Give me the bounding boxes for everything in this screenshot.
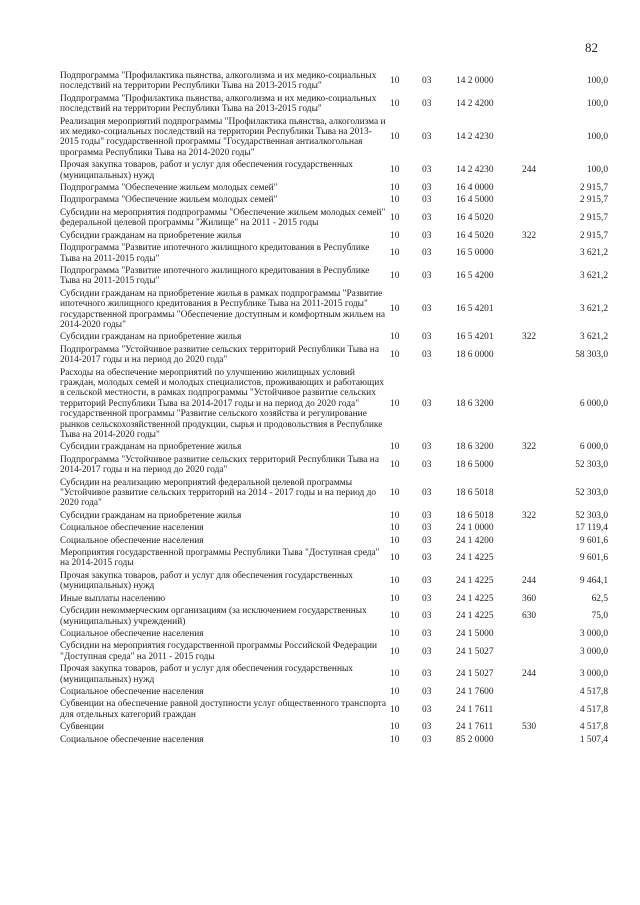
row-name: Прочая закупка товаров, работ и услуг для обеспечения государственных (муниципальных) нужд: [60, 570, 353, 592]
row-target-article: 24 1 7611: [456, 722, 494, 733]
row-subsection: 03: [422, 195, 432, 206]
row-amount: 2 915,7: [579, 195, 608, 206]
row-subsection: 03: [422, 535, 432, 546]
row-target-article: 18 6 0000: [456, 349, 494, 360]
table-row: [60, 331, 608, 343]
table-row: [60, 441, 608, 453]
row-target-article: 24 1 4200: [456, 535, 494, 546]
row-name: Реализация мероприятий подпрограммы "Профилактика пьянства, алкоголизма и их медико-социальных последствий на территории Республики Тыва на 2013-2015 годы" государственной программы "Государственная антиалкогольная программа Республики Тыва на 2014-2020 годы": [60, 116, 386, 158]
row-section: 10: [390, 195, 400, 206]
table-row: [60, 721, 608, 733]
row-name: Субсидии гражданам на приобретение жилья: [60, 442, 242, 453]
table-row: [60, 628, 608, 640]
table-row: [60, 182, 608, 194]
row-name: Субсидии на мероприятия подпрограммы "Обеспечение жильем молодых семей" федеральной целевой программы "Жилище" на 2011 - 2015 годы: [60, 207, 386, 229]
row-subsection: 03: [422, 722, 432, 733]
row-subsection: 03: [422, 165, 432, 176]
row-amount: 100,0: [586, 76, 608, 87]
row-amount: 100,0: [586, 165, 608, 176]
row-amount: 9 464,1: [579, 576, 608, 587]
row-section: 10: [390, 535, 400, 546]
row-amount: 1 507,4: [579, 734, 608, 745]
row-target-article: 18 6 3200: [456, 442, 494, 453]
table-row: [60, 698, 608, 721]
row-target-article: 18 6 5018: [456, 510, 494, 521]
table-row: [60, 663, 608, 686]
row-name: Субсидии гражданам на приобретение жилья: [60, 510, 242, 521]
row-expense-type: [522, 628, 556, 640]
row-subsection: 03: [422, 442, 432, 453]
row-amount: 62,5: [591, 593, 608, 604]
row-name: Подпрограмма "Профилактика пьянства, алкоголизма и их медико-социальных последствий на территории Республики Тыва на 2013-2015 годы": [60, 71, 377, 92]
row-expense-type: [522, 116, 556, 160]
row-section: 10: [390, 230, 400, 241]
row-name: Субсидии на реализацию мероприятий федеральной целевой программы "Устойчивое развитие сельских территорий на 2014 - 2017 годы и на период до 2020 года": [60, 477, 377, 509]
table-row: [60, 70, 608, 93]
row-amount: 3 621,2: [579, 271, 608, 282]
row-expense-type: [522, 477, 556, 510]
row-name: Прочая закупка товаров, работ и услуг для обеспечения государственных (муниципальных) нужд: [60, 664, 353, 685]
row-subsection: 03: [422, 99, 432, 110]
row-name: Субвенции на обеспечение равной доступности услуг общественного транспорта для отдельных категорий граждан: [60, 699, 387, 720]
row-amount: 52 303,0: [575, 488, 608, 499]
row-subsection: 03: [422, 646, 432, 657]
table-row: [60, 477, 608, 510]
row-amount: 4 517,8: [579, 686, 608, 697]
row-amount: 6 000,0: [579, 442, 608, 453]
row-subsection: 03: [422, 593, 432, 604]
table-row: [60, 159, 608, 182]
row-subsection: 03: [422, 628, 432, 639]
row-target-article: 14 2 4200: [456, 99, 494, 110]
row-section: 10: [390, 628, 400, 639]
row-expense-type: 244: [522, 669, 537, 680]
row-name: Подпрограмма "Развитие ипотечного жилищного кредитования в Республике Тыва на 2011-2015 годы": [60, 265, 370, 287]
budget-table: [60, 70, 608, 746]
row-subsection: 03: [422, 576, 432, 587]
row-expense-type: [522, 194, 556, 206]
row-name: Подпрограмма "Устойчивое развитие сельских территорий Республики Тыва на 2014-2017 годы и на период до 2020 года": [60, 454, 379, 476]
row-amount: 9 601,6: [579, 553, 608, 564]
row-subsection: 03: [422, 734, 432, 745]
row-name: Субсидии гражданам на приобретение жилья: [60, 230, 242, 241]
table-row: [60, 570, 608, 593]
table-row: [60, 640, 608, 663]
row-amount: 3 000,0: [579, 646, 608, 657]
table-row: [60, 367, 608, 442]
row-section: 10: [390, 76, 400, 87]
row-expense-type: [522, 547, 556, 570]
row-target-article: 16 5 0000: [456, 248, 494, 259]
row-subsection: 03: [422, 248, 432, 259]
row-expense-type: [522, 698, 556, 721]
table-row: [60, 116, 608, 160]
row-target-article: 24 1 4225: [456, 576, 494, 587]
row-amount: 17 119,4: [575, 523, 608, 534]
row-expense-type: [522, 640, 556, 663]
row-amount: 3 000,0: [579, 628, 608, 639]
row-name: Субсидии некоммерческим организациям (за исключением государственных (муниципальных) учреждений): [60, 606, 367, 627]
row-expense-type: 322: [522, 332, 537, 343]
row-subsection: 03: [422, 611, 432, 622]
row-expense-type: 244: [522, 165, 537, 176]
row-name: Иные выплаты населению: [60, 593, 166, 604]
row-target-article: 24 1 4225: [456, 553, 494, 564]
row-expense-type: 360: [522, 593, 537, 604]
row-expense-type: [522, 182, 556, 194]
row-section: 10: [390, 271, 400, 282]
row-amount: 6 000,0: [579, 398, 608, 409]
row-amount: 3 621,2: [579, 304, 608, 315]
table-row: [60, 522, 608, 534]
row-amount: 4 517,8: [579, 722, 608, 733]
row-subsection: 03: [422, 488, 432, 499]
row-section: 10: [390, 523, 400, 534]
row-target-article: 16 4 5020: [456, 213, 494, 224]
row-expense-type: [522, 288, 556, 332]
row-amount: 2 915,7: [579, 183, 608, 194]
budget-table-body: [60, 70, 608, 746]
row-target-article: 18 6 5000: [456, 460, 494, 471]
row-name: Подпрограмма "Устойчивое развитие сельских территорий Республики Тыва на 2014-2017 годы и на период до 2020 года": [60, 344, 379, 366]
row-amount: 4 517,8: [579, 704, 608, 715]
row-target-article: 16 5 4201: [456, 304, 494, 315]
row-section: 10: [390, 576, 400, 587]
row-section: 10: [390, 488, 400, 499]
row-section: 10: [390, 593, 400, 604]
row-name: Мероприятия государственной программы Республики Тыва "Доступная среда" на 2014-2015 годы: [60, 548, 380, 569]
row-subsection: 03: [422, 213, 432, 224]
row-expense-type: 244: [522, 576, 537, 587]
row-section: 10: [390, 442, 400, 453]
row-name: Социальное обеспечение населения: [60, 734, 204, 745]
row-name: Субвенции: [60, 722, 104, 733]
row-subsection: 03: [422, 460, 432, 471]
row-section: 10: [390, 646, 400, 657]
table-row: [60, 242, 608, 265]
row-section: 10: [390, 349, 400, 360]
row-target-article: 24 1 7611: [456, 704, 494, 715]
row-section: 10: [390, 669, 400, 680]
row-section: 10: [390, 460, 400, 471]
table-row: [60, 194, 608, 206]
table-row: [60, 230, 608, 242]
row-name: Социальное обеспечение населения: [60, 535, 204, 546]
row-subsection: 03: [422, 230, 432, 241]
row-expense-type: 322: [522, 230, 537, 241]
row-section: 10: [390, 304, 400, 315]
row-section: 10: [390, 611, 400, 622]
row-amount: 3 621,2: [579, 332, 608, 343]
row-name: Прочая закупка товаров, работ и услуг для обеспечения государственных (муниципальных) нужд: [60, 160, 353, 181]
row-target-article: 24 1 4225: [456, 593, 494, 604]
row-amount: 3 621,2: [579, 248, 608, 259]
row-subsection: 03: [422, 398, 432, 409]
row-section: 10: [390, 734, 400, 745]
row-subsection: 03: [422, 304, 432, 315]
row-name: Субсидии гражданам на приобретение жилья: [60, 332, 242, 343]
row-expense-type: [522, 686, 556, 698]
row-section: 10: [390, 510, 400, 521]
row-subsection: 03: [422, 704, 432, 715]
row-amount: 52 303,0: [575, 460, 608, 471]
row-name: Социальное обеспечение населения: [60, 628, 204, 639]
row-expense-type: [522, 93, 556, 116]
row-section: 10: [390, 704, 400, 715]
table-row: [60, 734, 608, 746]
row-section: 10: [390, 686, 400, 697]
row-amount: 2 915,7: [579, 213, 608, 224]
row-expense-type: [522, 70, 556, 93]
row-section: 10: [390, 398, 400, 409]
row-target-article: 16 5 4201: [456, 332, 494, 343]
row-target-article: 16 4 5000: [456, 195, 494, 206]
row-section: 10: [390, 553, 400, 564]
row-expense-type: [522, 265, 556, 288]
row-expense-type: 630: [522, 611, 537, 622]
row-target-article: 24 1 5027: [456, 669, 494, 680]
table-row: [60, 454, 608, 477]
row-target-article: 16 4 5020: [456, 230, 494, 241]
row-target-article: 18 6 5018: [456, 488, 494, 499]
row-amount: 58 303,0: [575, 349, 608, 360]
row-expense-type: 530: [522, 722, 537, 733]
row-amount: 100,0: [586, 99, 608, 110]
row-name: Подпрограмма "Развитие ипотечного жилищного кредитования в Республике Тыва на 2011-2015 годы": [60, 243, 370, 264]
row-name: Подпрограмма "Профилактика пьянства, алкоголизма и их медико-социальных последствий на территории Республики Тыва на 2013-2015 годы": [60, 93, 377, 115]
table-row: [60, 547, 608, 570]
row-expense-type: [522, 344, 556, 367]
row-name: Социальное обеспечение населения: [60, 523, 204, 534]
page-number: 82: [585, 40, 598, 55]
row-target-article: 16 4 0000: [456, 183, 494, 194]
row-section: 10: [390, 99, 400, 110]
row-section: 10: [390, 248, 400, 259]
row-target-article: 14 2 0000: [456, 76, 494, 87]
table-row: [60, 265, 608, 288]
table-row: [60, 510, 608, 522]
row-section: 10: [390, 132, 400, 143]
table-row: [60, 93, 608, 116]
row-subsection: 03: [422, 76, 432, 87]
row-section: 10: [390, 332, 400, 343]
row-section: 10: [390, 722, 400, 733]
row-expense-type: [522, 207, 556, 230]
row-target-article: 14 2 4230: [456, 165, 494, 176]
row-amount: 3 000,0: [579, 669, 608, 680]
row-subsection: 03: [422, 349, 432, 360]
row-subsection: 03: [422, 510, 432, 521]
row-section: 10: [390, 165, 400, 176]
row-amount: 75,0: [591, 611, 608, 622]
row-subsection: 03: [422, 271, 432, 282]
row-subsection: 03: [422, 523, 432, 534]
row-target-article: 24 1 4225: [456, 611, 494, 622]
row-expense-type: [522, 535, 556, 547]
row-name: Подпрограмма "Обеспечение жильем молодых семей": [60, 183, 278, 194]
table-row: [60, 288, 608, 332]
row-target-article: 24 1 7600: [456, 686, 494, 697]
row-name: Субсидии гражданам на приобретение жилья в рамках подпрограммы "Развитие ипотечного жилищного кредитования в Республике Тыва на 2011-2015 годы" государственной программы "Обеспечение доступным и комфортным жильем на 2014-2020 годы": [60, 288, 385, 330]
row-subsection: 03: [422, 686, 432, 697]
row-amount: 52 303,0: [575, 510, 608, 521]
row-section: 10: [390, 213, 400, 224]
row-expense-type: [522, 367, 556, 442]
row-subsection: 03: [422, 332, 432, 343]
row-subsection: 03: [422, 553, 432, 564]
row-expense-type: [522, 454, 556, 477]
row-expense-type: 322: [522, 442, 537, 453]
table-row: [60, 535, 608, 547]
row-name: Подпрограмма "Обеспечение жильем молодых семей": [60, 195, 278, 206]
table-row: [60, 207, 608, 230]
row-subsection: 03: [422, 132, 432, 143]
table-row: [60, 686, 608, 698]
row-amount: 9 601,6: [579, 535, 608, 546]
row-amount: 100,0: [586, 132, 608, 143]
row-target-article: 14 2 4230: [456, 132, 494, 143]
row-section: 10: [390, 183, 400, 194]
row-subsection: 03: [422, 183, 432, 194]
table-row: [60, 593, 608, 605]
row-target-article: 24 1 5027: [456, 646, 494, 657]
table-row: [60, 605, 608, 628]
row-target-article: 24 1 5000: [456, 628, 494, 639]
row-expense-type: [522, 522, 556, 534]
row-amount: 2 915,7: [579, 230, 608, 241]
row-target-article: 16 5 4200: [456, 271, 494, 282]
row-name: Расходы на обеспечение мероприятий по улучшению жилищных условий граждан, молодых семей и молодых специалистов, проживающих и работающих в сельской местности, в рамках подпрограммы "Устойчивое развитие сельских территорий Республики Тыва на 2014-2017 годы и на период до 2020 года" государственной программы "Развитие сельского хозяйства и регулирование рынков сельскохозяйственной продукции, сырья и продовольствия в Республике Тыва на 2014-2020 годы": [60, 367, 384, 440]
table-row: [60, 344, 608, 367]
row-target-article: 18 6 3200: [456, 398, 494, 409]
row-name: Субсидии на мероприятия государственной программы Российской Федерации "Доступная среда" на 2011 - 2015 годы: [60, 641, 378, 662]
row-name: Социальное обеспечение населения: [60, 686, 204, 697]
row-target-article: 85 2 0000: [456, 734, 494, 745]
row-expense-type: [522, 734, 556, 746]
row-target-article: 24 1 0000: [456, 523, 494, 534]
row-expense-type: [522, 242, 556, 265]
row-expense-type: 322: [522, 510, 537, 521]
row-subsection: 03: [422, 669, 432, 680]
